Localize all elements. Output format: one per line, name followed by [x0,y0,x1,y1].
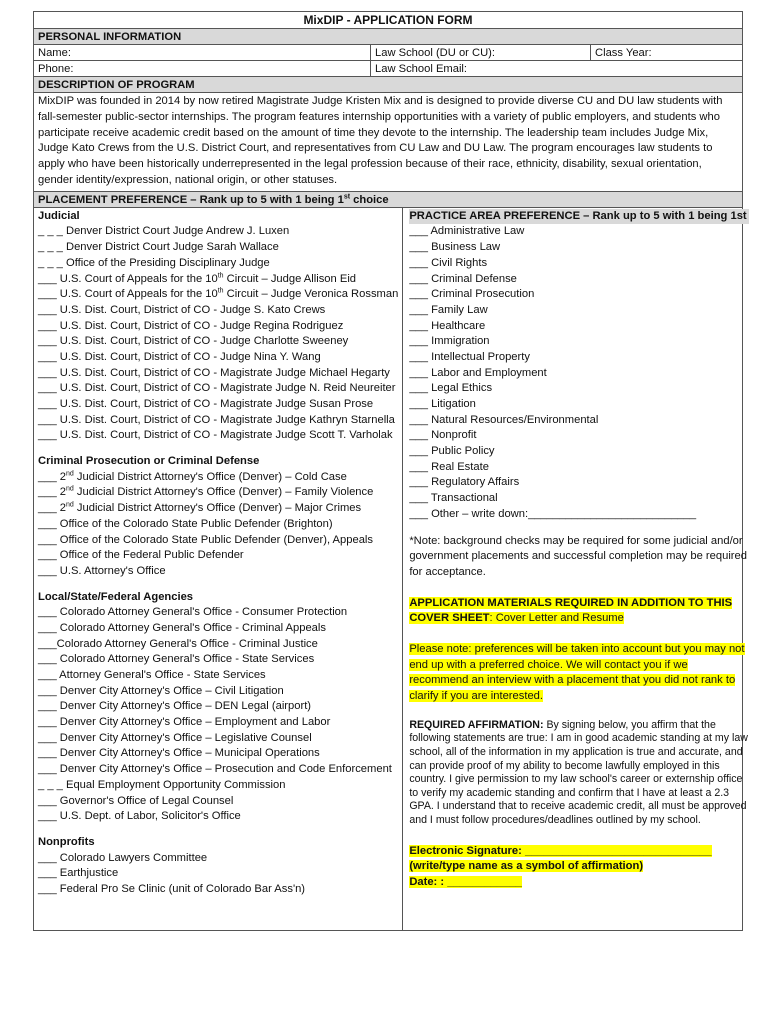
agency-option[interactable]: _ _ _ Equal Employment Opportunity Commission [38,778,286,791]
preference-columns [34,208,748,930]
nonprofit-heading: Nonprofits [38,835,95,848]
practice-column [403,208,752,930]
affirmation-text: By signing below, you affirm that the following statements are true: I am in good academic standing at my law school, all of the information in my application is true and accurate, and can provide proof of my ability to become lawfully employed in this country. I give permission to my law school's career or externship office to verify my academic standing and confirm that I have at least a 2.3 GPA. I understand that to receive academic credit, all must be approved and I must follow procedures/deadlines outlined by my school. [409,718,748,827]
date-field[interactable]: ____________ [447,875,522,888]
personal-row-1 [34,45,742,61]
law-school-field[interactable]: Law School (DU or CU): [371,45,591,60]
judicial-option[interactable]: ___ U.S. Dist. Court, District of CO - Judge S. Kato Crews [38,303,326,316]
program-heading: DESCRIPTION OF PROGRAM [34,77,742,93]
judicial-option[interactable]: ___ U.S. Dist. Court, District of CO - Magistrate Judge Scott T. Varholak [38,429,393,442]
practice-area-option[interactable]: ___ Business Law [409,241,501,254]
application-form [33,11,748,931]
judicial-option[interactable]: _ _ _ Denver District Court Judge Sarah Wallace [38,241,279,254]
practice-area-option[interactable]: ___ Criminal Prosecution [409,288,535,301]
nonprofit-list [38,851,398,898]
practice-area-option[interactable]: ___ Transactional [409,492,498,505]
practice-area-option[interactable]: ___ Legal Ethics [409,382,493,395]
criminal-option[interactable]: ___ 2nd Judicial District Attorney's Office (Denver) – Major Crimes [38,501,362,515]
practice-area-option[interactable]: ___ Administrative Law [409,225,525,238]
class-year-field[interactable]: Class Year: [595,47,652,59]
practice-area-option[interactable]: ___ Litigation [409,398,476,411]
practice-area-option[interactable]: ___ Immigration [409,335,490,348]
practice-area-option[interactable]: ___ Criminal Defense [409,272,517,285]
agency-option[interactable]: ___ Governor's Office of Legal Counsel [38,794,234,807]
agency-option[interactable]: ___ Attorney General's Office - State Services [38,669,266,682]
judicial-option[interactable]: ___ U.S. Dist. Court, District of CO - Judge Charlotte Sweeney [38,335,349,348]
practice-area-option[interactable]: ___ Labor and Employment [409,366,547,379]
criminal-option[interactable]: ___ Office of the Colorado State Public Defender (Denver), Appeals [38,533,373,546]
judicial-option[interactable]: _ _ _ Office of the Presiding Disciplinary Judge [38,256,270,269]
criminal-heading: Criminal Prosecution or Criminal Defense [38,455,260,468]
criminal-option[interactable]: ___ 2nd Judicial District Attorney's Office (Denver) – Cold Case [38,470,347,483]
local-list [38,605,398,825]
judicial-option[interactable]: ___ U.S. Dist. Court, District of CO - Judge Nina Y. Wang [38,350,321,363]
practice-area-option[interactable]: ___ Civil Rights [409,256,488,269]
placement-heading [34,192,742,208]
materials-bold: APPLICATION MATERIALS REQUIRED IN ADDITION TO THIS COVER SHEET [409,596,733,625]
nonprofit-option[interactable]: ___ Earthjustice [38,867,119,880]
criminal-option[interactable]: ___ 2nd Judicial District Attorney's Office (Denver) – Family Violence [38,485,374,499]
criminal-option[interactable]: ___ Office of the Federal Public Defender [38,549,244,562]
agency-option[interactable]: ___ Denver City Attorney's Office – Municipal Operations [38,747,320,760]
phone-field[interactable]: Phone: [34,61,371,76]
agency-option[interactable]: ___ Colorado Attorney General's Office - State Services [38,653,315,666]
date-label: Date: : [409,875,448,888]
agency-option[interactable]: ___ Colorado Attorney General's Office - Criminal Appeals [38,621,326,634]
placement-heading-sup: st [343,193,351,201]
signature-label: Electronic Signature: [409,844,525,857]
affirmation-bold: REQUIRED AFFIRMATION: [409,718,544,731]
practice-area-option[interactable]: ___ Real Estate [409,460,489,473]
practice-area-option[interactable]: ___ Intellectual Property [409,350,530,363]
agency-option[interactable]: ___ Denver City Attorney's Office – Civil Litigation [38,684,284,697]
criminal-option[interactable]: ___ U.S. Attorney's Office [38,564,166,577]
judicial-option[interactable]: ___ U.S. Dist. Court, District of CO - Magistrate Judge Susan Prose [38,398,374,411]
judicial-option[interactable]: ___ U.S. Court of Appeals for the 10th Circuit – Judge Allison Eid [38,271,357,285]
signature-row [409,844,748,860]
agency-option[interactable]: ___ U.S. Dept. of Labor, Solicitor's Office [38,810,241,823]
materials-rest: : Cover Letter and Resume [489,612,624,625]
date-row [409,875,748,891]
signature-field[interactable]: ______________________________ [524,844,712,857]
preferences-notice-text: Please note: preferences will be taken into account but you may not end up with a preferred choice. We will contact you if we recommend an interview with a placement that you did not rank to clarify if you are interested. [409,643,745,703]
agency-option[interactable]: ___ Denver City Attorney's Office – Prosecution and Code Enforcement [38,763,392,776]
form-title: MixDIP - APPLICATION FORM [34,12,742,29]
judicial-option[interactable]: ___ U.S. Dist. Court, District of CO - Magistrate Judge N. Reid Neureiter [38,382,396,395]
judicial-option[interactable]: ___ U.S. Court of Appeals for the 10th Circuit – Judge Veronica Rossman [38,287,399,301]
criminal-option[interactable]: ___ Office of the Colorado State Public Defender (Brighton) [38,517,333,530]
judicial-option[interactable]: ___ U.S. Dist. Court, District of CO - Judge Regina Rodriguez [38,319,344,332]
background-check-note: *Note: background checks may be required for some judicial and/or government placements and successful completion may be required for acceptance. [409,534,747,578]
personal-row-2 [34,61,742,77]
judicial-heading: Judicial [38,209,80,222]
practice-area-option[interactable]: ___ Natural Resources/Environmental [409,413,599,426]
personal-info-heading: PERSONAL INFORMATION [34,29,742,45]
judicial-option[interactable]: ___ U.S. Dist. Court, District of CO - Magistrate Judge Kathryn Starnella [38,413,395,426]
materials-required [409,596,748,627]
practice-list [409,224,748,522]
nonprofit-option[interactable]: ___ Federal Pro Se Clinic (unit of Colorado Bar Ass'n) [38,882,306,895]
signature-sub-text: (write/type name as a symbol of affirmation) [409,860,644,873]
judicial-option[interactable]: ___ U.S. Dist. Court, District of CO - Magistrate Judge Michael Hegarty [38,366,390,379]
required-affirmation [409,719,748,828]
criminal-list [38,470,398,580]
local-heading: Local/State/Federal Agencies [38,590,194,603]
judicial-list [38,224,398,444]
agency-option[interactable]: ___ Colorado Attorney General's Office - Consumer Protection [38,606,348,619]
practice-area-option[interactable]: ___ Family Law [409,303,488,316]
signature-subtext [409,859,748,875]
practice-area-option[interactable]: ___ Regulatory Affairs [409,476,520,489]
practice-heading: PRACTICE AREA PREFERENCE – Rank up to 5 with 1 being 1st [409,209,748,225]
agency-option[interactable]: ___ Denver City Attorney's Office – DEN Legal (airport) [38,700,312,713]
agency-option[interactable]: ___ Denver City Attorney's Office – Employment and Labor [38,716,331,729]
practice-area-option[interactable]: ___ Public Policy [409,445,495,458]
law-school-email-field[interactable]: Law School Email: [375,63,468,75]
agency-option[interactable]: ___ Denver City Attorney's Office – Legislative Counsel [38,731,312,744]
placement-heading-end: choice [350,193,389,206]
practice-area-option[interactable]: ___ Other – write down:___________________________ [409,507,697,520]
practice-area-option[interactable]: ___ Nonprofit [409,429,477,442]
placement-column [34,208,403,930]
agency-option[interactable]: ___Colorado Attorney General's Office - Criminal Justice [38,637,318,650]
placement-heading-text: PLACEMENT PREFERENCE – Rank up to 5 with 1 being 1 [38,193,344,206]
preferences-notice [409,642,748,705]
name-field[interactable]: Name: [34,45,371,60]
practice-area-option[interactable]: ___ Healthcare [409,319,486,332]
nonprofit-option[interactable]: ___ Colorado Lawyers Committee [38,851,208,864]
program-description: MixDIP was founded in 2014 by now retired Magistrate Judge Kristen Mix and is designed to provide diverse CU and DU law students with fall-semester public-sector internships. The program features internship opportunities with a variety of public employers, and students who participate receive academic credit based on the amount of time they devote to the internship. The leadership team includes Judge Mix, Judge Kato Crews from the U.S. District Court, and representatives from CU Law and DU Law. The program encourages law students to apply who have been historically underrepresented in the legal profession because of their race, ethnicity, disability, sexual orientation, gender identity/expression, national origin, or other statuses. [34,93,742,192]
judicial-option[interactable]: _ _ _ Denver District Court Judge Andrew J. Luxen [38,225,290,238]
